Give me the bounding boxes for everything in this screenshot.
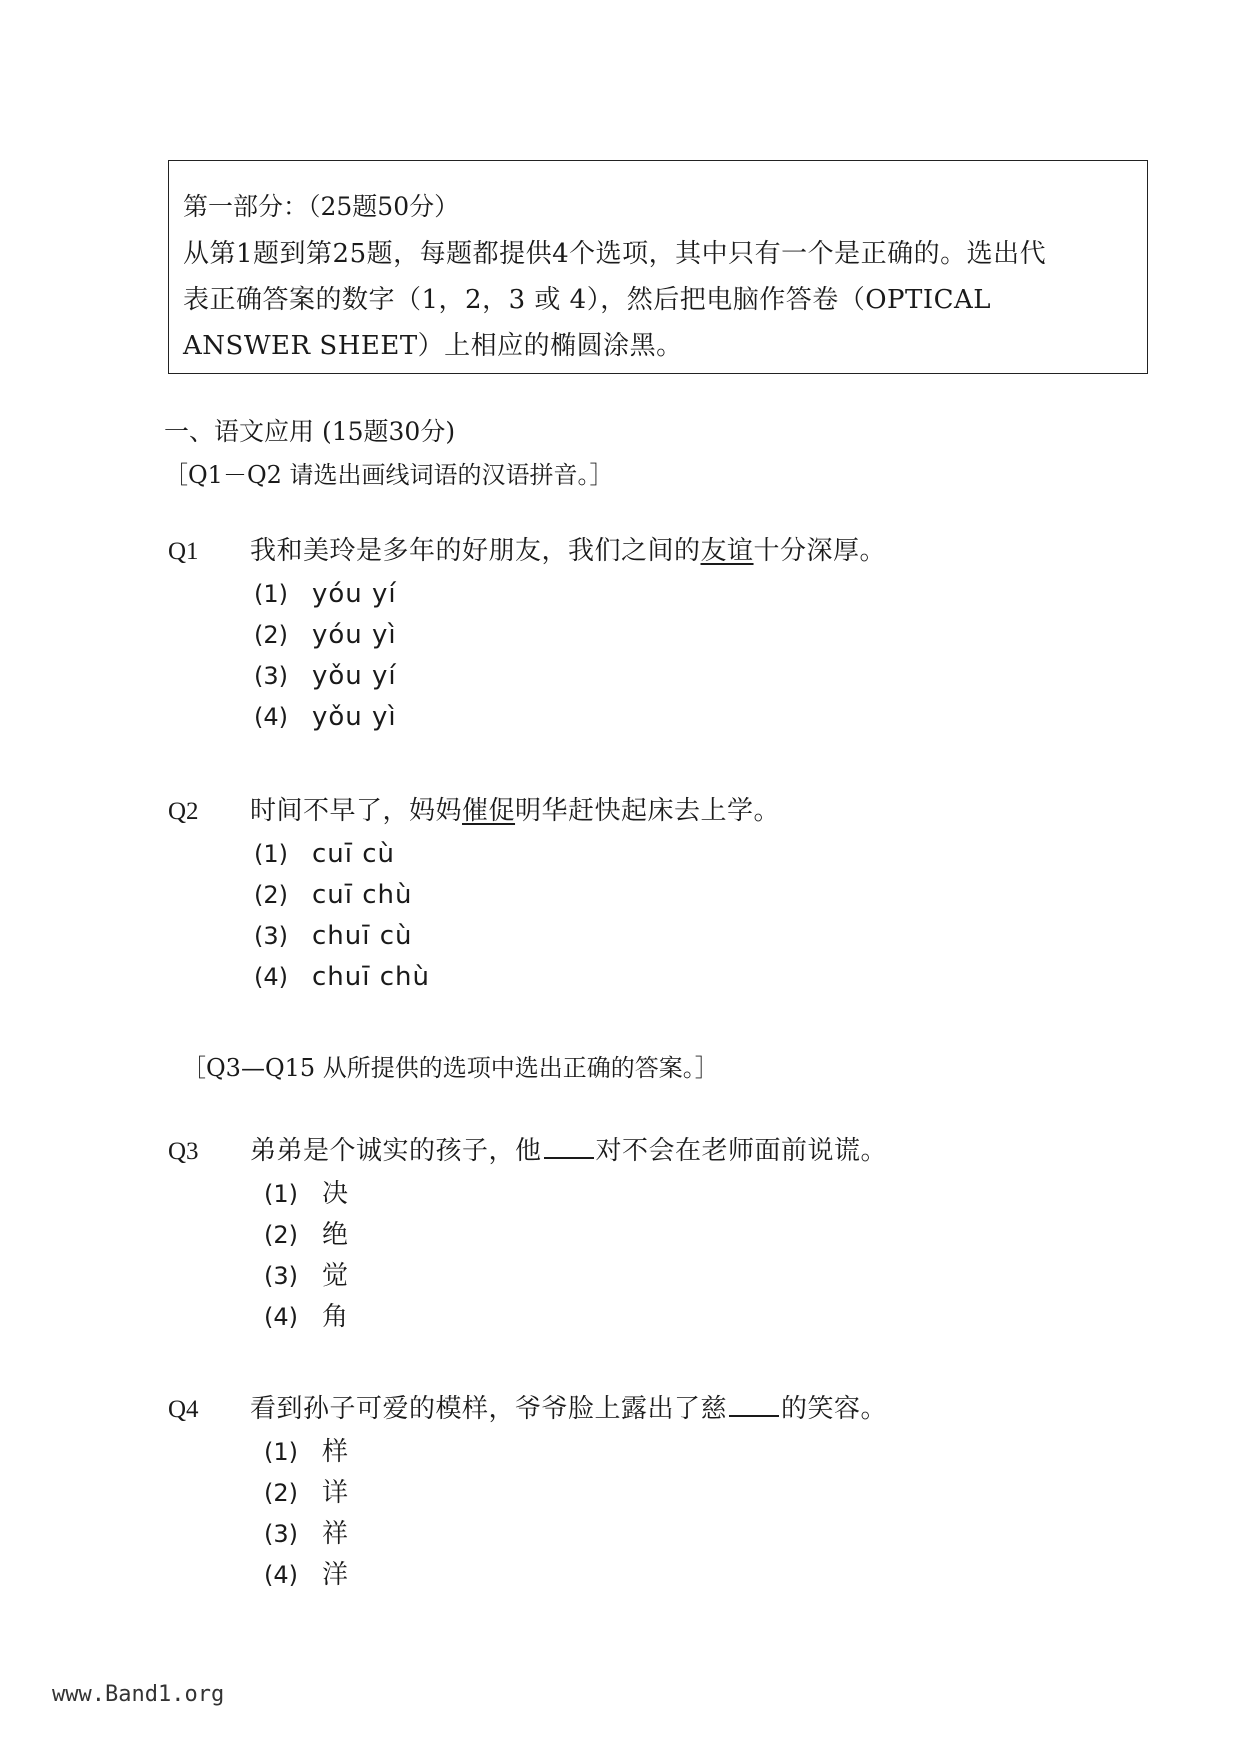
question-number: Q2	[168, 798, 199, 825]
question-stem: 看到孙子可爱的模样，爷爷脸上露出了慈 的笑容。	[250, 1394, 888, 1424]
answer-option[interactable]: (1) yóu yí	[254, 579, 397, 609]
instructions-line: 从第1题到第25题，每题都提供4个选项，其中只有一个是正确的。选出代	[183, 239, 1047, 269]
fill-blank	[729, 1395, 779, 1417]
question-number: Q1	[168, 538, 199, 565]
answer-option[interactable]: (1) 样	[264, 1437, 349, 1467]
answer-option[interactable]: (1) 决	[264, 1179, 349, 1209]
section-title: 一、语文应用 (15题30分)	[164, 417, 456, 446]
answer-option[interactable]: (4) yǒu yì	[254, 702, 397, 732]
answer-option[interactable]: (1) cuī cù	[254, 839, 396, 869]
answer-option[interactable]: (2) 绝	[264, 1220, 349, 1250]
answer-option[interactable]: (4) chuī chù	[254, 962, 430, 992]
question-number: Q4	[168, 1396, 199, 1423]
answer-option[interactable]: (2) cuī chù	[254, 880, 413, 910]
question-stem: 时间不早了，妈妈催促明华赶快起床去上学。	[250, 796, 781, 826]
question-q1	[168, 530, 886, 738]
question-q2	[168, 790, 780, 998]
answer-option[interactable]: (3) 觉	[264, 1261, 349, 1291]
question-q4	[168, 1388, 887, 1596]
answer-option[interactable]: (2) 详	[264, 1478, 349, 1508]
answer-option[interactable]: (3) yǒu yí	[254, 661, 397, 691]
answer-option[interactable]: (2) yóu yì	[254, 620, 397, 650]
underlined-word: 友谊	[700, 536, 754, 566]
question-stem: 弟弟是个诚实的孩子，他 对不会在老师面前说谎。	[250, 1136, 888, 1166]
answer-option[interactable]: (4) 洋	[264, 1560, 349, 1590]
question-q3	[168, 1130, 887, 1338]
question-stem: 我和美玲是多年的好朋友，我们之间的友谊十分深厚。	[250, 536, 887, 566]
question-number: Q3	[168, 1138, 199, 1165]
section-note: ［Q3—Q15 从所提供的选项中选出正确的答案。］	[182, 1054, 719, 1082]
instructions-line: 表正确答案的数字（1，2，3 或 4），然后把电脑作答卷（OPTICAL	[183, 285, 992, 315]
watermark-url: www.Band1.org	[52, 1682, 225, 1707]
instructions-line: ANSWER SHEET）上相应的椭圆涂黑。	[183, 331, 683, 361]
answer-option[interactable]: (3) chuī cù	[254, 921, 413, 951]
answer-option[interactable]: (4) 角	[264, 1302, 349, 1332]
answer-option[interactable]: (3) 祥	[264, 1519, 349, 1549]
section-note: ［Q1－Q2 请选出画线词语的汉语拼音。］	[164, 461, 614, 489]
fill-blank	[544, 1137, 594, 1159]
instructions-box	[168, 160, 1148, 374]
underlined-word: 催促	[462, 796, 516, 826]
part-title: 第一部分：（25题50分）	[183, 192, 460, 221]
